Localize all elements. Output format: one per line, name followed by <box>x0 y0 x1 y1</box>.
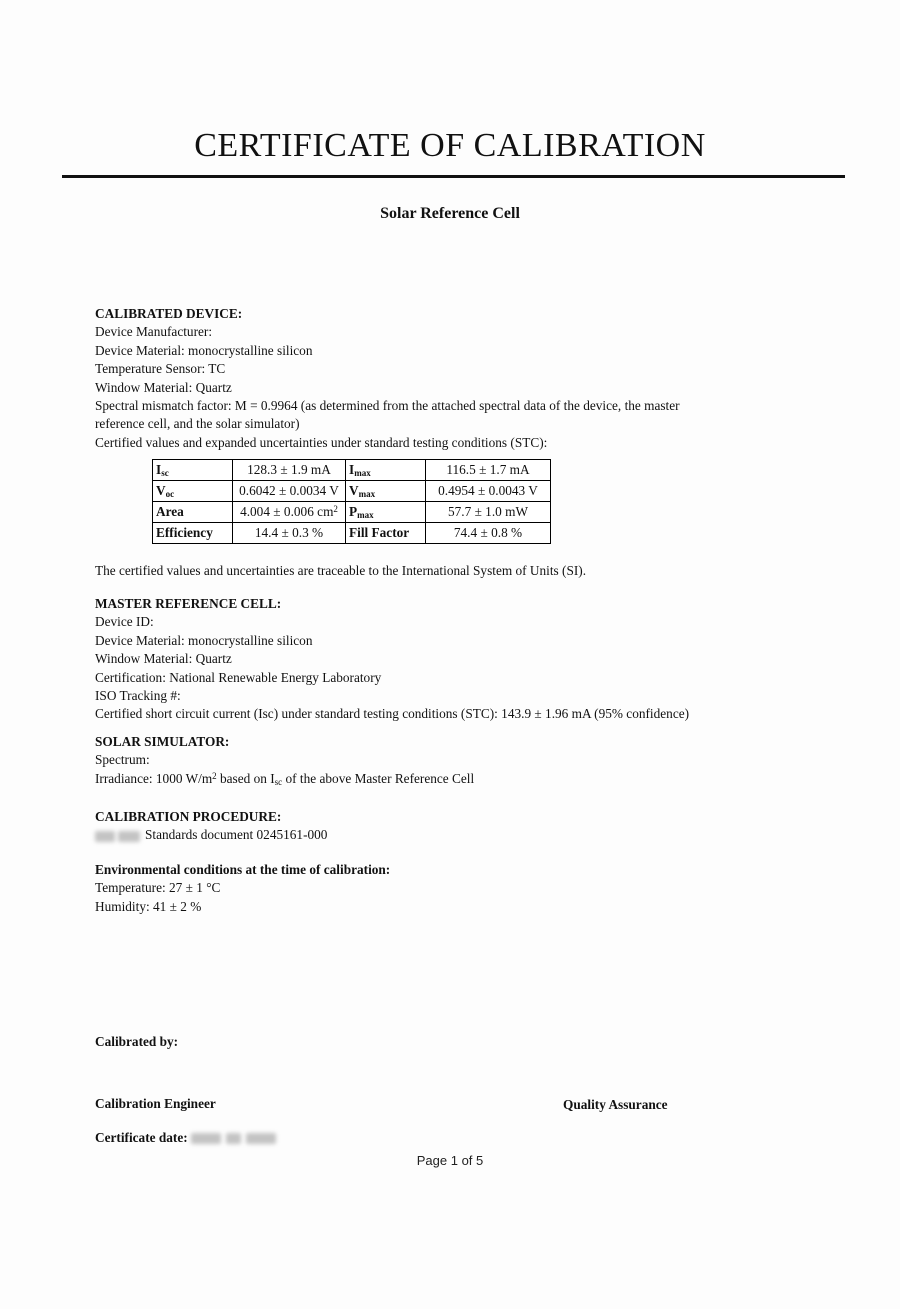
superscript: 2 <box>333 504 338 515</box>
cell-label: $I_{max}$ <box>346 460 426 481</box>
cell-label: Area <box>153 502 233 523</box>
irradiance-superscript: 2 <box>212 771 217 782</box>
solar-simulator-heading: SOLAR SIMULATOR: <box>95 734 230 749</box>
cell-value: 74.4 ± 0.8 % <box>426 523 551 544</box>
certified-values-body <box>153 460 551 544</box>
subscript: max <box>357 509 374 520</box>
cell-value: 0.4954 ± 0.0043 V <box>426 481 551 502</box>
redacted-block <box>226 1133 241 1144</box>
cell-label: $I_{sc}$ <box>153 460 233 481</box>
master-reference-heading: MASTER REFERENCE CELL: <box>95 596 282 611</box>
window-material: Window Material: Quartz <box>95 379 232 395</box>
solar-simulator-spectrum: Spectrum: <box>95 752 150 768</box>
cell-label: $V_{oc}$ <box>153 481 233 502</box>
title-divider <box>62 175 845 178</box>
cell-value: 0.6042 ± 0.0034 V <box>233 481 346 502</box>
calibration-procedure-section <box>95 808 715 845</box>
master-reference-cell-section <box>95 595 735 724</box>
master-device-id: Device ID: <box>95 614 154 630</box>
irradiance-subscript: sc <box>274 776 283 787</box>
certified-values-table <box>152 459 551 544</box>
cell-label: Fill Factor <box>346 523 426 544</box>
subscript: max <box>358 488 376 499</box>
page-title: CERTIFICATE OF CALIBRATION <box>194 127 706 164</box>
environmental-humidity: Humidity: 41 ± 2 % <box>95 898 202 914</box>
calibration-procedure-document <box>95 826 715 844</box>
master-certified-isc: Certified short circuit current (Isc) under standard testing conditions (STC): 143.9 ± 1.96 mA (95% confidence) <box>95 706 690 722</box>
environmental-temperature: Temperature: 27 ± 1 °C <box>95 880 221 896</box>
irradiance-text-post: of the above Master Reference Cell <box>282 770 475 786</box>
environmental-heading: Environmental conditions at the time of calibration: <box>95 862 391 877</box>
cell-label: $V_{max}$ <box>346 481 426 502</box>
page-footer: Page 1 of 5 <box>416 1153 484 1168</box>
traceability-statement: The certified values and uncertainties are traceable to the International System of Units (SI). <box>95 563 587 578</box>
spectral-mismatch-factor: Spectral mismatch factor: M = 0.9964 (as determined from the attached spectral data of the device, the master reference cell, and the solar simulator) <box>95 398 680 432</box>
certificate-date-label: Certificate date: <box>95 1130 188 1145</box>
table-row <box>153 460 551 481</box>
calibrated-by-label: Calibrated by: <box>95 1034 179 1049</box>
cell-value: 4.004 ± 0.006 $cm^2$ <box>233 502 346 523</box>
redacted-block <box>191 1133 221 1144</box>
solar-simulator-irradiance <box>95 770 715 788</box>
subscript: sc <box>161 467 169 478</box>
calibration-procedure-heading: CALIBRATION PROCEDURE: <box>95 809 282 824</box>
quality-assurance-label: Quality Assurance <box>563 1097 668 1112</box>
master-window-material: Window Material: Quartz <box>95 651 232 667</box>
subscript: max <box>354 467 371 478</box>
device-material: Device Material: monocrystalline silicon <box>95 342 313 358</box>
table-row <box>153 502 551 523</box>
calibrated-device-heading: CALIBRATED DEVICE: <box>95 306 243 321</box>
calibration-engineer-label: Calibration Engineer <box>95 1096 216 1111</box>
cell-value: 116.5 ± 1.7 mA <box>426 460 551 481</box>
master-iso-tracking: ISO Tracking #: <box>95 688 181 704</box>
redacted-block <box>246 1133 276 1144</box>
certified-values-intro: Certified values and expanded uncertainties under standard testing conditions (STC): <box>95 434 548 450</box>
irradiance-text-mid: based on I <box>216 770 275 786</box>
redacted-block <box>95 831 115 842</box>
certificate-date <box>95 1130 276 1146</box>
cell-label: Efficiency <box>153 523 233 544</box>
table-row <box>153 523 551 544</box>
device-manufacturer: Device Manufacturer: <box>95 324 213 340</box>
master-certification: Certification: National Renewable Energy Laboratory <box>95 669 382 685</box>
table-row <box>153 481 551 502</box>
solar-simulator-section <box>95 733 715 788</box>
cell-label: $P_{max}$ <box>346 502 426 523</box>
irradiance-text-pre: Irradiance: 1000 W/m <box>95 770 213 786</box>
cell-value: 57.7 ± 1.0 mW <box>426 502 551 523</box>
traceability-section <box>95 562 715 580</box>
cell-value: 128.3 ± 1.9 mA <box>233 460 346 481</box>
calibrated-device-section <box>95 305 715 452</box>
environmental-conditions-section <box>95 861 715 916</box>
cell-value: 14.4 ± 0.3 % <box>233 523 346 544</box>
page-subtitle: Solar Reference Cell <box>380 205 520 222</box>
redacted-block <box>118 831 140 842</box>
subscript: oc <box>165 488 175 499</box>
temperature-sensor: Temperature Sensor: TC <box>95 361 226 377</box>
standards-document-text: Standards document 0245161-000 <box>145 827 328 843</box>
master-device-material: Device Material: monocrystalline silicon <box>95 632 313 648</box>
